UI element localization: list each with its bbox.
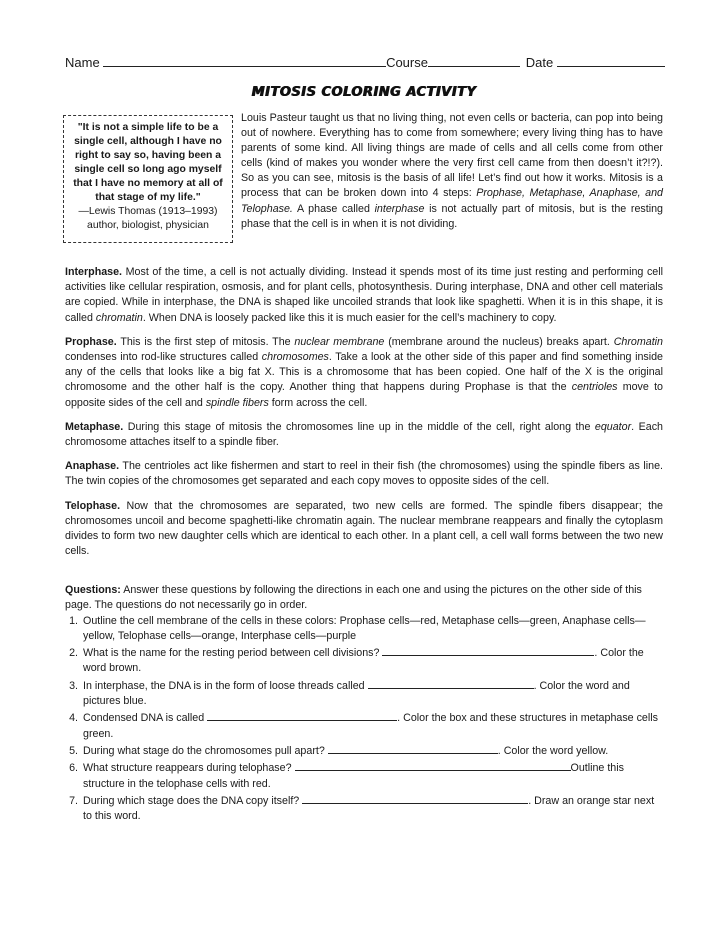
intro-text: Louis Pasteur taught us that no living thing, not even cells or bacteria, can pop into being out of nowhere. Everything has to come from somewhere; every living thing has to have parents of some kind. All living things are made of cells and all cells come from other cells (kind of makes you wonder where the very first cell came from then doesn’t it?!?). So as you can see, mitosis is the basis of all life! Let’s find out how it works. Mitosis is a process that can be broken down into 4 steps: <box>241 112 663 200</box>
answer-blank-5[interactable] <box>328 742 498 754</box>
name-label: Name <box>65 55 100 70</box>
question-5 <box>81 742 663 759</box>
quote-role: author, biologist, physician <box>87 220 209 231</box>
course-label: Course <box>386 55 428 70</box>
prophase-paragraph <box>65 335 663 411</box>
header-row <box>65 54 665 70</box>
questions-intro <box>65 583 663 614</box>
quote-box <box>63 115 233 243</box>
anaphase-text: The centrioles act like fishermen and start to reel in their fish (the chromosomes) using the spindle fibers as line. The twin copies of the chromosomes get separated and each copy moves to opposite sides of the cell. <box>65 460 663 488</box>
nuclear-membrane-term: nuclear membrane <box>294 335 385 348</box>
question-3 <box>81 677 663 710</box>
prophase-text: This is the first step of mitosis. The <box>116 335 295 348</box>
centrioles-term: centrioles <box>571 381 618 394</box>
phase-descriptions <box>65 265 663 568</box>
metaphase-heading: Metaphase. <box>65 420 124 433</box>
equator-term: equator <box>594 420 632 433</box>
page-title: MITOSIS COLORING ACTIVITY <box>251 85 477 100</box>
intro-interphase-term: interphase <box>374 202 425 215</box>
questions-list <box>65 614 663 825</box>
intro-steps: Prophase, Metaphase, Anaphase, and Telophase. <box>241 187 663 215</box>
answer-blank-6[interactable] <box>295 759 571 771</box>
question-5-text: During what stage do the chromosomes pull apart? <box>83 744 328 757</box>
chromosomes-term: chromosomes <box>261 351 329 364</box>
prophase-text-6: form across the cell. <box>268 396 368 409</box>
question-1 <box>81 614 663 645</box>
prophase-heading: Prophase. <box>65 335 117 348</box>
quote-author: —Lewis Thomas (1913–1993) <box>78 206 218 217</box>
question-7-text-2: . Draw an orange star next to this word. <box>83 794 655 823</box>
metaphase-paragraph <box>65 420 663 450</box>
name-blank[interactable] <box>103 54 386 67</box>
telophase-paragraph <box>65 499 663 560</box>
intro-text-3: is not actually part of mitosis, but is the resting phase that the cell is in when it is not dividing. <box>241 202 663 230</box>
course-blank[interactable] <box>428 54 520 67</box>
prophase-text-3: condenses into rod-like structures called <box>65 351 262 364</box>
question-2-text-2: . Color the word brown. <box>83 647 644 675</box>
question-4 <box>81 709 663 742</box>
metaphase-text: During this stage of mitosis the chromosomes line up in the middle of the cell, right along the <box>123 420 595 433</box>
question-6 <box>81 759 663 792</box>
questions-section <box>65 583 663 824</box>
interphase-paragraph <box>65 265 663 326</box>
answer-blank-4[interactable] <box>207 709 397 721</box>
question-7 <box>81 792 663 825</box>
interphase-heading: Interphase. <box>65 266 123 278</box>
question-2 <box>81 644 663 677</box>
interphase-text-2: . When DNA is loosely packed like this it is much easier for the cell’s machinery to copy. <box>142 311 557 324</box>
telophase-heading: Telophase. <box>65 499 121 512</box>
interphase-text: Most of the time, a cell is not actually dividing. Instead it spends most of its time just resting and performing cell activities like cellular respiration, osmosis, and for plant cells, photosynthesis. During interphase, DNA and other cell materials are copied. While in interphase, the DNA is shaped like uncoiled strands that look like spaghetti. When it is in this shape, it is called <box>65 266 663 324</box>
question-3-text-2: . Color the word and pictures blue. <box>83 679 630 708</box>
answer-blank-7[interactable] <box>302 792 528 804</box>
question-7-text: During which stage does the DNA copy itself? <box>83 794 303 807</box>
question-4-text-2: . Color the box and these structures in metaphase cells green. <box>83 712 658 740</box>
date-blank[interactable] <box>557 54 665 67</box>
answer-blank-3[interactable] <box>368 677 534 689</box>
answer-blank-2[interactable] <box>382 644 594 656</box>
questions-intro-text: Answer these questions by following the directions in each one and using the pictures on the other side of this page. The questions do not necessarily go in order. <box>65 584 642 612</box>
prophase-text-5: move to opposite sides of the cell and <box>65 381 663 409</box>
question-4-text: Condensed DNA is called <box>83 712 208 725</box>
chromatin-term-2: Chromatin <box>613 335 664 348</box>
questions-heading: Questions: <box>65 584 121 596</box>
metaphase-text-2: . Each chromosome attaches itself to a spindle fiber. <box>65 420 663 449</box>
question-1-text: Outline the cell membrane of the cells in these colors: Prophase cells—red, Metaphase cells—green, Anaphase cells—yellow, Telophase cells—orange, Interphase cells—purple <box>83 614 646 642</box>
quote-text: "It is not a simple life to be a single cell, although I have no right to say so, having been a single cell so long ago myself that I have no memory at all of that stage of my life." <box>73 122 223 203</box>
anaphase-heading: Anaphase. <box>65 460 120 473</box>
question-6-text-2: Outline this structure in the telophase cells with red. <box>83 762 624 790</box>
intro-text-2: A phase called <box>292 202 375 215</box>
question-6-text: What structure reappears during telophase? <box>83 762 295 775</box>
date-label: Date <box>525 55 554 70</box>
prophase-text-4: . Take a look at the other side of this paper and find something inside any of the cells that looks like a big fat X. This is a chromosome that has been copied. One half of the X is the original chromosome and the other half is the copy. Another thing that happens during Prophase is that the <box>65 351 663 394</box>
question-3-text: In interphase, the DNA is in the form of loose threads called <box>83 679 368 692</box>
spindle-fibers-term: spindle fibers <box>205 396 269 409</box>
question-2-text: What is the name for the resting period between cell divisions? <box>83 647 383 660</box>
question-5-text-2: . Color the word yellow. <box>497 744 609 757</box>
intro-paragraph <box>241 111 663 232</box>
telophase-text: Now that the chromosomes are separated, two new cells are formed. The spindle fibers disappear; the chromosomes uncoil and become spaghetti-like chromatin again. The nuclear membrane reappears and finally the cytoplasm divides to form two new daughter cells which are identical to each other. In a plant cell, a cell wall forms between the two new cells. <box>65 499 663 558</box>
anaphase-paragraph <box>65 459 663 489</box>
prophase-text-2: (membrane around the nucleus) breaks apart. <box>384 335 614 348</box>
chromatin-term: chromatin <box>95 311 143 324</box>
